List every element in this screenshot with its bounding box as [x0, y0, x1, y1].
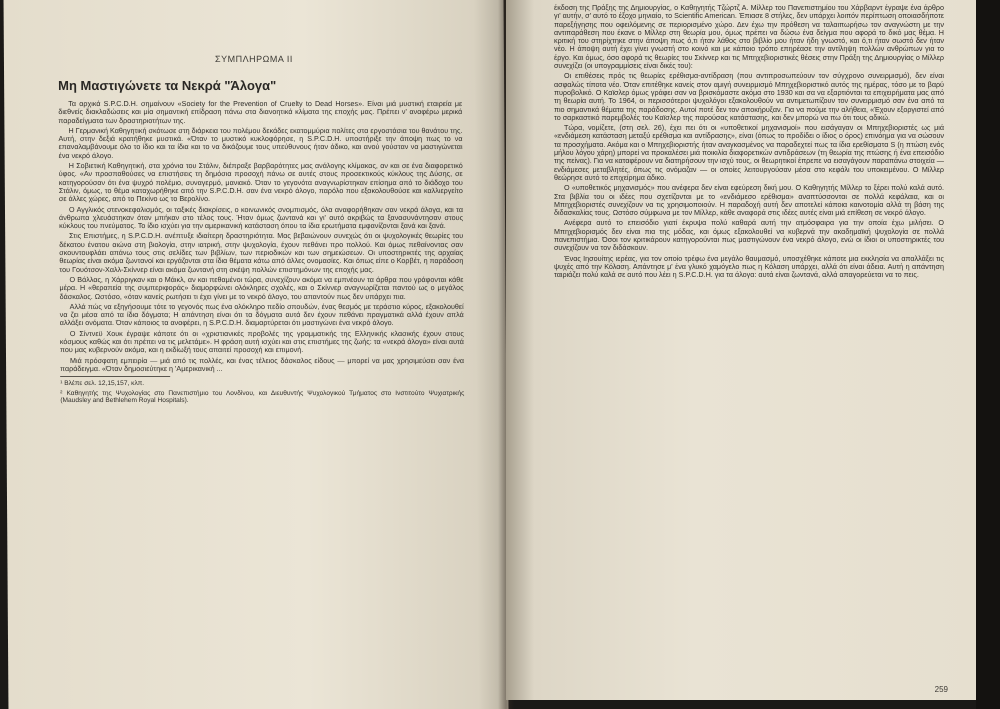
paragraph: Στις Επιστήμες, η S.P.C.D.H. ανέπτυξε ιδιαίτερη δραστηριότητα. Μας βεβαιώνουν συνεχώς ότι οι ψυχολογικές θεωρίες του δέκατου ένατου αιώνα στη βιολογία, στην ιατρική, στην ψυχολογία, έχουν πεθάνει προ πολλού. Και όμως πεθαίνοντας σαν σκουντουφλάει απάνω τους στις σελίδες των βιβλίων, των περιοδικών και των σημειώσεων. Οι υποστηρικτές της αρχαίας θεωρίας είναι ακόμα ζωντανοί και εργάζονται στα ίδια θέματα κάτω από άλλες ονομασίες. Και όπως είπε ο Κορβέτ, η παράδοση του Γουότσον-Χαλλ-Σκίννερ είναι ακόμα ζωντανή στη σκέψη πολλών επιστημόνων της εποχής μας. [59, 231, 464, 274]
paragraph: Ανέφερα αυτό το επεισόδιο γιατί έκρυψα πολύ καθαρά αυτή την ατμόσφαιρα για την οποία έχω μιλήσει. Ο Μπηχεβιορισμός δεν είναι πια της μόδας, και όμως εξακολουθεί να κυβερνά την ακαδημαϊκή ψυχολογία σε πολλά πανεπιστήμια. Όσοι τον κριτικάρουν κατηγορούνται πως μαστιγώνουν ένα νεκρό άλογο, ενώ οι ίδιοι οι υποστηρικτές του συνεχίζουν να τον διδάσκουν. [554, 218, 944, 253]
paragraph: Οι επιθέσεις πρός τις θεωρίες ερέθισμα-αντίδραση (που αντιπροσωπεύουν τον σύγχρονο συνειρμισμό), δεν είναι ασφαλώς τίποτα νέο. Όταν επιτέθηκε κανείς στον αμιγή συνειρμισμό Μπηχεβιοριστικό αυτός της ημέρας, τόσο με το βαρύ πυροβολικό. Ο Καϊσλερ όμως γράφει σαν να βρισκόμαστε ακόμα στο 1930 και σα να εξαρτιόνται τα επιχειρήματα μας από τη θεωρία αυτή. Το 1964, οι περισσότεροι ψυχολόγοι εξακολουθούν να αντιμετωπίζουν τον συνειρμισμό σαν ένα από τα πιο σημαντικά θέματα της παράδοσης. Αυτοί ποτέ δεν τον αποκήρυξαν. Για να πούμε την αλήθεια, «Έχουν εξοργιστεί από το σαρκαστικό παρεμβολές του Καϊσλερ της παρούσας κατάστασης, και δεν μπορώ να πω ότι τους αδικώ. [554, 71, 944, 122]
paragraph: Ο Αγγλικός στενοκεφαλισμός, οι ταξικές διακρίσεις, ο κοινωνικός σνομπισμός, όλα αναφορήθηκαν σαν νεκρά άλογα, και τα άνθρωπα χλευάστηκαν όταν μπήκαν στο τέλος τους. Ήταν όμως ζωντανά και γι' αυτό ακριβώς τα ξανασυνάντησαν στους κύκλους του πνεύματος. Το ίδιο ισχύει για την αμερικανική κατάσταση όπου τα ίδια ερωτήματα εμφανίζονται ξανά και ξανά. [59, 204, 464, 231]
paragraph: Η Σοβιετική Καθηγητική, στα χρόνια του Στάλιν, διέπραξε βαρβαρότητες μας ανάλογης κλίμακας, αν και σε ένα διαφορετικό ύφος. «Αν προσπαθούσες να επιστήσεις τη δημόσια προσοχή πάνω σε αυτές στους προσεκτικούς κύκλους της Δύσης, σε κατηγορούσαν ότι ένα ψυχρό πολέμιο, συναγερμό, μανιακό. Όταν το γεγονότα αναγνωρίστηκαν επίσημα από το διάδοχο του Στάλιν, όμως, το θέμα καταχωρήθηκε από την S.P.C.D.H. σαν ένα νεκρό άλογο, παρόλο που εξακολουθούσε και καλλιεργείτο σε άλλες χώρες, από το Πεκίνο ως το Βερολίνο. [58, 161, 463, 204]
paragraph: Ο Βάλλας, η Χάρριγκαν και ο Μάικλ, αν και πεθαμένοι τώρα, συνεχίζουν ακόμα να εμπνέουν τα άρθρα που γράφονται κάθε μέρα. Η «θεραπεία της συμπεριφοράς» διαμορφώνει ολόκληρες σχολές, και ο Σκίννερ αναγνωρίζεται παντού ως ο μεγάλος δάσκαλος. Ωστόσο, «όταν κανείς ρωτήσει τι έχει γίνει με το νεκρό άλογο, του απαντούν πως δεν υπάρχει πια. [59, 274, 464, 301]
paragraph: Ο «υποθετικός μηχανισμός» που ανέφερα δεν είναι εφεύρεση δική μου. Ο Καθηγητής Μίλλερ το ξέρει πολύ καλά αυτό. Στα βιβλία του οι ιδέες που σχετίζονται με το «ενδιάμεσο ερέθισμα» αναπτύσσονται σε πολλά κεφάλαια, και οι Μπηχεβιοριστές συνεχίζουν να τις χρησιμοποιούν. Η παραδοχή αυτή δεν αποτελεί κάποια καινοτομία αλλά τη βάση της διδασκαλίας τους. Ωστόσο σύμφωνα με τον Μίλλερ, κάθε αναφορά στις ιδέες αυτές είναι μιά επίθεση σε νεκρό άλογο. [554, 183, 944, 218]
left-body-text [58, 100, 466, 680]
right-page [506, 0, 976, 700]
paragraph: Η Γερμανική Καθηγητική σκότωσε στη διάρκεια του πολέμου δεκάδες εκατομμύρια πολίτες στα εργοστάσια του θανάτου της. Αυτή, στην δεξιά κρατήθηκε μυστικά. «Όταν το μυστικό κυκλοφόρησε, η S.P.C.D.H. υποστήριξε την άποψη πως το να επαναλαμβάνουμε όλο το ίδιο και τα ίδια και το να δικάζουμε τους υπεύθυνους ήταν άδικο, και ανού γούσταν να μαστιγώνεται ένα νεκρό άλογο. [58, 125, 463, 160]
left-page [4, 0, 509, 709]
article-title: Μη Μαστιγώνετε τα Νεκρά "Άλογα" [58, 78, 277, 93]
paragraph: Τα αρχικά S.P.C.D.H. σημαίνουν «Society for the Prevention of Cruelty to Dead Horses». Είναι μιά μυστική εταιρεία με διεθνείς διακλαδώσεις και μία σημαντική επίδραση πάνω στα διανοητικά κλίματα της εποχής μας. Πρέπει ν' αναφέρω μερικά παραδείγματα των δραστηριοτήτων της. [58, 99, 463, 125]
paragraph: Τώρα, νομίζετε, (στη σελ. 26), έχει πει ότι οι «υποθετικοί μηχανισμοί» που εισάγαγαν οι Μπηχεβιοριστές ως μιά «ενδιάμεση κατάσταση μεταξύ ερέθισμα και αντίδρασης», είναι (όπως το προδίδει ο ίδιος ο όρος) επινόημα για να σώσουν τα προσχήματα. Ακόμα και ο Μπηχεβιοριστής ήταν αναγκασμένος να παραδεχτεί πως τα ίδια ερεθίσματα S (η πτώση ενός μήλου λόγου χάρη) μπορεί να προκαλέσει μιά ποικιλία διαφορετικών αντιδράσεων (τη θεωρία της πτώσης ή ένα επεισόδιο της πείνας). Για να καταφέρουν να διατηρήσουν την ισχύ τους, οι θεωρητικοί έπρεπε να εισαγάγουν παραπάνω στοιχεία — ενδιάμεσες μεταβλητές, όπως τις ονόμαζαν — οι οποίες λειτουργούσαν μέσα στο κεφάλι του υποκειμένου. Ο Μίλλερ θεώρησε αυτό το επιχείρημα άδικο. [554, 123, 944, 182]
page-number: 259 [934, 685, 948, 694]
footnote: ² Καθηγητής της Ψυχολογίας στο Πανεπιστήμιο του Λονδίνου, και Διευθυντής Ψυχολογικού Τμήματος στο Ινστιτούτο Ψυχιατρικής (Maudsley and Bethlehem Royal Hospitals). [60, 389, 465, 405]
footnote: ¹ Βλέπε σελ. 12,15,157, κλπ. [60, 380, 145, 388]
footnote-divider [60, 376, 170, 377]
background-edge [976, 0, 1000, 709]
paragraph: Αλλά πώς να εξηγήσουμε τότε το γεγονός πως ένα ολόκληρο πεδίο σπουδών, ένας θεσμός με τεράστιο κύρος, εξακολουθεί να ζει μέσα από τα ίδια δόγματα; Η απάντηση είναι ότι τα δόγματα αυτά δεν έχουν πεθάνει πραγματικά αλλά έχουν απλά αλλάξει ονόματα. Όταν κάποιος τα αναφέρει, η S.P.C.D.H. διαμαρτύρεται ότι μαστιγώνει ένα νεκρό άλογο. [59, 301, 464, 328]
right-body-text [554, 4, 944, 694]
paragraph: έκδοση της Πράξης της Δημιουργίας, ο Καθηγητής Τζώρτζ Α. Μίλλερ του Πανεπιστημίου του Χάρβαρντ έγραψε ένα άρθρο γι' αυτήν, σ' αυτό το έξοχο μηνιαίο, το Scientific American. Έπιασε 8 στήλες, δεν υπάρχει λοιπόν περίπτωση οποιασδήποτε παρεξήγησης που οφειλόμενης σε περιορισμένο χώρο. Δεν έχω την πρόθεση να ταλαιπωρήσω τον αναγνώστη με την αντιπαράθεση που έκανε ο Μίλλερ στη θεωρία μου, όμως πρέπει να δώσω ένα δείγμα που αφορά το δικό μας θέμα. Η κριτική του στηρίχτηκε στην άποψη πως ό,τι ήταν λάθος στο βιβλίο μου ήταν ήδη γνωστό, και ό,τι ήταν σωστό δεν ήταν νέο. Η άποψη αυτή έχει γίνει γνωστή στο κοινό και με κάποιο τρόπο επηρέασε την αντίληψη πολλών ανθρώπων για το έργο. Και όμως, όσο αφορά τις θεωρίες του Σκίννερ και τις Μπηχεβιοριστικές θέσεις στην Πράξη της Δημιουργίας ο Μίλλερ συνεχίζει (οι υπογραμμίσεις είναι δικές του): [554, 3, 944, 71]
paragraph: Ένας Ιησουίτης ιερέας, για τον οποίο τρέφω ένα μεγάλο θαυμασμό, υποσχέθηκε κάποτε μια εκκλησία να απαλλάξει τις ψυχές από την Κόλαση. Απάντησε μ' ένα γλυκό χαμόγελο πως η Κόλαση υπάρχει, αλλά ότι είναι άδεια. Αυτή η απάντηση ταιριάζει πολύ καλά σε αυτό που λέει η S.P.C.D.H. για τα άλογα: αυτά είναι ζωντανά, αλλά απαγορεύεται να το πεις. [554, 253, 944, 280]
paragraph: Ο Σίντνεϋ Χουκ έγραψε κάποτε ότι οι «χριστιανικές προβολές της γραμματικής της Ελληνικής κλασικής έχουν στους κόσμους καθώς και ότι πρέπει να τις μελετάμε». Η φράση αυτή ισχύει και στις επιστήμες της ζωής: τα «νεκρά άλογα» είναι αυτά που μας κυβερνούν ακόμα, και η εκδίωξή τους απαιτεί προσοχή και επιμονή. [59, 328, 464, 355]
section-label: ΣΥΜΠΛΗΡΩΜΑ II [214, 54, 293, 64]
paragraph: Μιά πρόσφατη εμπειρία — μιά από τις πολλές, και ένας τέλειος δάσκαλος είδους — μπορεί να μας χρησιμεύσει σαν ένα παράδειγμα. «Όταν δημοσιεύτηκε η 'Αμερικανική ... [60, 355, 465, 373]
